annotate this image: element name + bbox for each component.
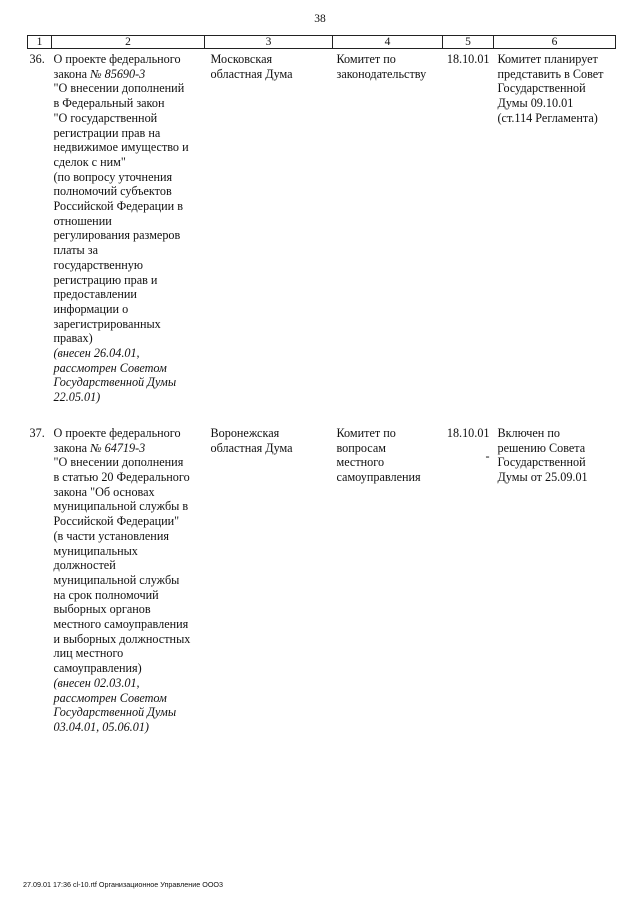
bill-title-line: "О внесении дополнения	[53, 455, 184, 470]
note-line: представить в Совет	[497, 66, 604, 81]
bill-title-line: муниципальных	[53, 543, 138, 558]
bills-table	[27, 35, 616, 753]
note-line: Думы 09.10.01	[497, 96, 574, 111]
column-header-3: 3	[205, 36, 333, 49]
bill-title-line: сделок с ним"	[53, 154, 126, 169]
author-line: Московская	[210, 52, 273, 66]
committee-line: Комитет по	[336, 425, 396, 440]
bill-title-line: предоставлении	[53, 287, 137, 302]
bill-title-line: Российской Федерации"	[53, 514, 180, 529]
bill-title-line: муниципальной службы	[53, 572, 180, 587]
bill-status-line: Государственной Думы	[53, 375, 177, 390]
bill-note	[494, 423, 616, 753]
committee-line: самоуправления	[336, 469, 421, 484]
column-header-6: 6	[494, 36, 616, 49]
table-body	[28, 49, 616, 753]
bill-title-line: лиц местного	[53, 646, 124, 661]
date-mark: -	[485, 448, 490, 463]
bill-law-prefix: закона	[53, 66, 91, 81]
bill-title-line: платы за	[53, 243, 98, 258]
bill-title-line: информации о	[53, 301, 129, 316]
bill-title-line: государственную	[53, 257, 143, 272]
bill-status-line: (внесен 02.03.01,	[53, 675, 140, 690]
column-header-1: 1	[28, 36, 52, 49]
bill-status-line: 03.04.01, 05.06.01)	[53, 719, 149, 734]
bill-note	[494, 49, 616, 423]
column-header-2: 2	[52, 36, 205, 49]
committee-line: местного	[336, 455, 385, 470]
bill-description	[52, 49, 205, 423]
row-number: 37.	[29, 425, 45, 440]
bill-title-line: и выборных должностных	[53, 631, 191, 646]
note-line: Комитет планирует	[497, 52, 598, 66]
author-line: областная Дума	[210, 440, 293, 455]
bill-committee	[333, 49, 443, 423]
bill-title-line: должностей	[53, 558, 116, 573]
bill-date	[443, 49, 494, 423]
note-line: Включен по	[497, 425, 560, 440]
bill-description	[52, 423, 205, 753]
row-number: 36.	[29, 52, 45, 66]
column-header-5: 5	[443, 36, 494, 49]
note-line: решению Совета	[497, 440, 586, 455]
bill-status-line: (внесен 26.04.01,	[53, 346, 140, 361]
bill-title-line: "О внесении дополнений	[53, 81, 185, 96]
bill-status-line: рассмотрен Советом	[53, 360, 167, 375]
bill-author	[205, 49, 333, 423]
bill-status-line: Государственной Думы	[53, 705, 177, 720]
note-line: Думы от 25.09.01	[497, 469, 588, 484]
bill-title-line: в статью 20 Федерального	[53, 469, 190, 484]
bill-title-line: регулирования размеров	[53, 228, 181, 243]
column-header-4: 4	[333, 36, 443, 49]
bill-title-line: полномочий субъектов	[53, 184, 172, 199]
bill-title-line: регистрацию прав и	[53, 272, 158, 287]
bill-title-line: выборных органов	[53, 602, 151, 617]
bill-date	[443, 423, 494, 753]
bill-status-line: рассмотрен Советом	[53, 690, 167, 705]
bill-title-line: регистрации прав на	[53, 125, 161, 140]
author-line: Воронежская	[210, 425, 280, 440]
bill-title-line: муниципальной службы в	[53, 499, 189, 514]
bill-law-number: № 64719-3	[90, 440, 146, 455]
bill-title-line: отношении	[53, 213, 112, 228]
bill-law-number: № 85690-3	[90, 66, 146, 81]
author-line: областная Дума	[210, 66, 293, 81]
bill-title-line: зарегистрированных	[53, 316, 161, 331]
note-line: Государственной	[497, 455, 586, 470]
date-value: 18.10.01	[446, 52, 490, 66]
table-header-row	[28, 36, 616, 49]
note-line: Государственной	[497, 81, 586, 96]
committee-line: вопросам	[336, 440, 386, 455]
bill-title-line: самоуправления)	[53, 661, 142, 676]
table-row	[28, 423, 616, 753]
bill-law-line	[54, 67, 205, 82]
date-value: 18.10.01	[446, 425, 490, 440]
bill-title-line: (по вопросу уточнения	[53, 169, 173, 184]
bill-title-line: на срок полномочий	[53, 587, 159, 602]
table-row	[28, 49, 616, 423]
bill-title-line: правах)	[53, 331, 93, 346]
note-line: (ст.114 Регламента)	[497, 110, 598, 125]
bill-title-line: (в части установления	[53, 528, 169, 543]
bill-title-line: в Федеральный закон	[53, 96, 165, 111]
bill-law-prefix: закона	[53, 440, 91, 455]
bill-law-line	[54, 441, 205, 456]
page-number: 38	[314, 13, 326, 25]
bill-committee	[333, 423, 443, 753]
bill-status-line: 22.05.01)	[53, 390, 101, 405]
committee-line: Комитет по	[336, 52, 396, 66]
committee-line: законодательству	[336, 66, 427, 81]
bill-title-line: Российской Федерации в	[53, 199, 183, 214]
bill-author	[205, 423, 333, 753]
bill-title-line: "О государственной	[53, 110, 158, 125]
bill-intro: О проекте федерального	[53, 52, 181, 66]
bill-intro: О проекте федерального	[53, 425, 181, 440]
bill-title-line: закона "Об основах	[53, 484, 155, 499]
bill-title-line: местного самоуправления	[53, 617, 189, 632]
document-footer: 27.09.01 17:36 cl-10.rtf Организационное Управление ООО3	[23, 880, 224, 889]
bill-title-line: недвижимое имущество и	[53, 140, 189, 155]
